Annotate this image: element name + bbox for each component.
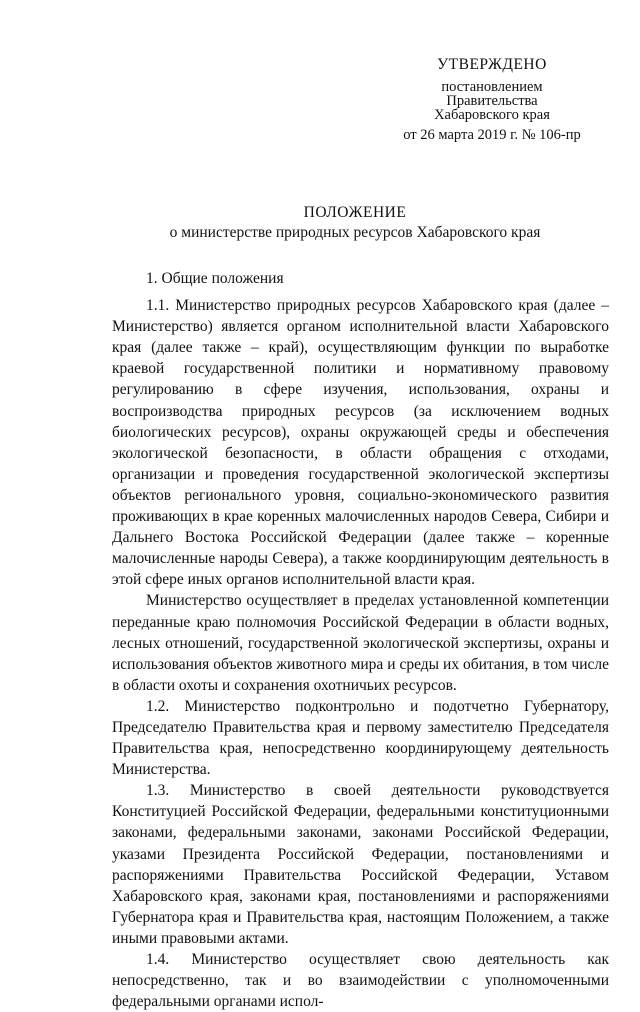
paragraph: 1.1. Министерство природных ресурсов Хабаровского края (далее – Министерство) является органом исполнительной власти Хабаровского края (далее также – край), осуществляющим функции по выработке краевой государственной политики и нормативному правовому регулированию в сфере изучения, использования, охраны и воспроизводства природных ресурсов (за исключением водных биологических ресурсов), охраны окружающей среды и обеспечения экологической безопасности, в области обращения с отходами, организации и проведения государственной экологической экспертизы объектов регионального уровня, социально-экономического развития проживающих в крае коренных малочисленных народов Севера, Сибири и Дальнего Востока Российской Федерации (далее также – коренные малочисленные народы Севера), а также координирующим деятельность в этой сфере иных органов исполнительной власти края. (112, 297, 609, 589)
approval-line-resolution: постановлением (441, 79, 543, 95)
approval-line-government: Правительства (446, 93, 538, 109)
paragraph: 1.3. Министерство в своей деятельности руководствуется Конституцией Российской Федерации, федеральными конституционными законами, федеральными законами, законами Российской Федерации, указами Президента Российской Федерации, постановлениями и распоряжениями Правительства Российской Федерации, Уставом Хабаровского края, законами края, постановлениями и распоряжениями Губернатора края и Правительства края, настоящим Положением, а также иными правовыми актами. (112, 782, 609, 947)
paragraph: Министерство осуществляет в пределах установленной компетенции переданные краю полномочия Российской Федерации в области водных, лесных отношений, государственной экологической экспертизы, охраны и использования объектов животного мира и среды их обитания, в том числе в области охоты и сохранения охотничьих ресурсов. (112, 592, 609, 694)
paragraph: 1.2. Министерство подконтрольно и подотчетно Губернатору, Председателю Правительства края и первому заместителю Председателя Правительства края, непосредственно координирующему деятельность Министерства. (112, 697, 609, 779)
document-subtitle: о министерстве природных ресурсов Хабаровского края (169, 224, 541, 241)
paragraph: 1.4. Министерство осуществляет свою деятельность как непосредственно, так и во взаимодействии с уполномоченными федеральными органами испол- (112, 951, 609, 1011)
approval-block (392, 58, 592, 142)
approval-stamp-title: УТВЕРЖДЕНО (437, 56, 547, 73)
document-body (112, 268, 609, 1012)
document-title-block (0, 203, 640, 243)
approval-date: от 26 марта 2019 г. № 106-пр (403, 127, 581, 143)
approval-line-region: Хабаровского края (434, 107, 550, 123)
section-heading: 1. Общие положения (146, 270, 284, 287)
document-title: ПОЛОЖЕНИЕ (303, 204, 407, 221)
